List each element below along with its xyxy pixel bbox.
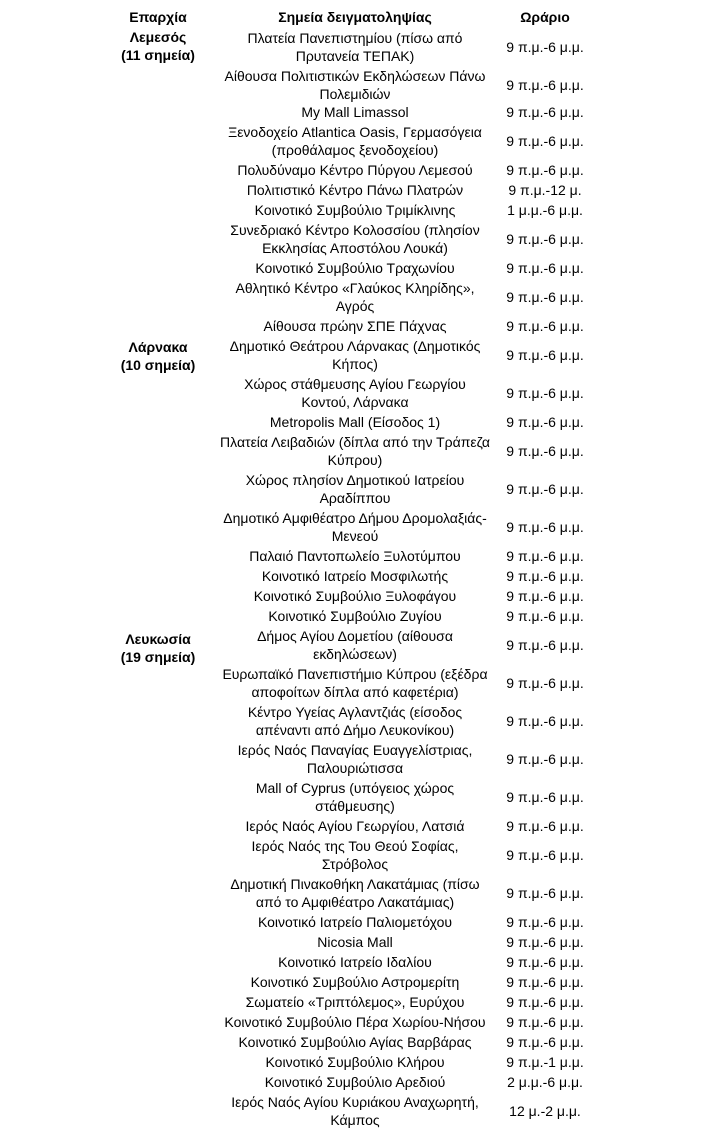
site-text-line: Κύπρου) xyxy=(327,452,383,468)
site-text-line: Αραδίππου xyxy=(319,490,391,506)
table-row-hours: 9 π.μ.-6 μ.μ. xyxy=(506,885,584,901)
table-row-site xyxy=(205,67,505,103)
table-row-site xyxy=(205,29,505,65)
table-row-site xyxy=(205,279,505,315)
table-row-hours: 9 π.μ.-12 μ. xyxy=(508,182,582,198)
site-text-line: Κοινοτικό Συμβούλιο Τριμίκλινης xyxy=(254,202,456,218)
site-text-line: (προθάλαμος ξενοδοχείου) xyxy=(271,142,439,158)
table-row-hours: 9 π.μ.-6 μ.μ. xyxy=(506,934,584,950)
site-text-line: Αθλητικό Κέντρο «Γλαύκος Κληρίδης», xyxy=(235,280,475,296)
table-row-site xyxy=(205,221,505,257)
table-row-hours: 9 π.μ.-6 μ.μ. xyxy=(506,347,584,363)
table-row-hours: 9 π.μ.-6 μ.μ. xyxy=(506,974,584,990)
site-text-line: Κοινοτικό Συμβούλιο Κλήρου xyxy=(265,1054,445,1070)
province-larnaca xyxy=(108,338,208,374)
table-row-hours: 9 π.μ.-6 μ.μ. xyxy=(506,289,584,305)
province-limassol xyxy=(108,28,208,64)
site-text-line: Πλατεία Λειβαδιών (δίπλα από την Τράπεζα xyxy=(220,434,490,450)
table-row-hours: 9 π.μ.-6 μ.μ. xyxy=(506,1034,584,1050)
table-row-site xyxy=(205,741,505,777)
table-row-site xyxy=(205,1073,505,1091)
table-row-hours: 9 π.μ.-6 μ.μ. xyxy=(506,789,584,805)
table-row-hours: 9 π.μ.-6 μ.μ. xyxy=(506,133,584,149)
site-text-line: Κάμπος xyxy=(330,1112,380,1128)
site-text-line: Κοινοτικό Συμβούλιο Ξυλοφάγου xyxy=(253,588,457,604)
site-text-line: Ξενοδοχείο Atlantica Oasis, Γερμασόγεια xyxy=(228,124,482,140)
table-row-hours: 9 π.μ.-6 μ.μ. xyxy=(506,162,584,178)
site-text-line: Ευρωπαϊκό Πανεπιστήμιο Κύπρου (εξέδρα xyxy=(222,666,488,682)
table-row-site xyxy=(205,181,505,199)
table-row-site xyxy=(205,779,505,815)
site-text-line: My Mall Limassol xyxy=(301,104,409,120)
table-row-site xyxy=(205,665,505,701)
table-row-hours: 9 π.μ.-6 μ.μ. xyxy=(506,751,584,767)
site-text-line: Nicosia Mall xyxy=(317,934,393,950)
site-text-line: Παλουριώτισσα xyxy=(306,760,404,776)
site-text-line: Χώρος πλησίον Δημοτικού Ιατρείου xyxy=(245,472,465,488)
table-row-hours: 9 π.μ.-6 μ.μ. xyxy=(506,318,584,334)
site-text-line: απέναντι από Δήμο Λευκονίκου) xyxy=(255,722,455,738)
table-row-hours: 9 π.μ.-6 μ.μ. xyxy=(506,260,584,276)
site-text-line: Δήμος Αγίου Δομετίου (αίθουσα xyxy=(257,628,453,644)
site-text-line: Σωματείο «Τριπτόλεμος», Ευρύχου xyxy=(245,994,465,1010)
table-row-hours: 9 π.μ.-6 μ.μ. xyxy=(506,231,584,247)
table-row-site xyxy=(205,201,505,219)
site-text-line: Ιερός Ναός Παναγίας Ευαγγελίστριας, xyxy=(237,742,473,758)
site-text-line: Κοινοτικό Συμβούλιο Αγίας Βαρβάρας xyxy=(238,1034,472,1050)
table-row-hours: 9 π.μ.-6 μ.μ. xyxy=(506,818,584,834)
site-text-line: Δημοτικό Αμφιθέατρο Δήμου Δρομολαξιάς- xyxy=(223,510,487,526)
table-row-hours: 9 π.μ.-6 μ.μ. xyxy=(506,1014,584,1030)
cut-off-row xyxy=(205,1130,505,1138)
site-text-line: Κοινοτικό Ιατρείο Παλιομετόχου xyxy=(257,914,453,930)
site-text-line: Κοινοτικό Συμβούλιο Τραχωνίου xyxy=(255,260,455,276)
table-row-site xyxy=(205,587,505,605)
table-row-hours: 12 μ.-2 μ.μ. xyxy=(509,1103,581,1119)
site-text-line: αποφοίτων δίπλα από καφετέρια) xyxy=(251,684,459,700)
table-row-site xyxy=(205,993,505,1011)
table-row-site xyxy=(205,317,505,335)
site-text-line: Κοινοτικό Ιατρείο Μοσφιλωτής xyxy=(261,568,449,584)
site-text-line: Mall of Cyprus (υπόγειος χώρος xyxy=(255,780,455,796)
table-row-hours: 1 μ.μ.-6 μ.μ. xyxy=(507,202,583,218)
site-text-line: Ιερός Ναός της Του Θεού Σοφίας, xyxy=(251,838,459,854)
site-text-line: Μενεού xyxy=(331,528,379,544)
table-row-hours: 9 π.μ.-6 μ.μ. xyxy=(506,994,584,1010)
site-text-line: Παλαιό Παντοπωλείο Ξυλοτύμπου xyxy=(249,548,461,564)
site-text-line: Συνεδριακό Κέντρο Κολοσσίου (πλησίον xyxy=(230,222,480,238)
table-row-site xyxy=(205,161,505,179)
table-row-site xyxy=(205,1093,505,1129)
table-row-site xyxy=(205,1053,505,1071)
table-row-hours: 9 π.μ.-6 μ.μ. xyxy=(506,414,584,430)
table-row-site xyxy=(205,567,505,585)
table-row-site xyxy=(205,703,505,739)
province-column-header: Επαρχία xyxy=(129,9,187,25)
site-text-line: Κέντρο Υγείας Αγλαντζιάς (είσοδος xyxy=(247,704,463,720)
site-text-line: Πρυτανεία ΤΕΠΑΚ) xyxy=(295,48,415,64)
table-row-hours: 9 π.μ.-6 μ.μ. xyxy=(506,548,584,564)
table-row-hours: 9 π.μ.-6 μ.μ. xyxy=(506,481,584,497)
table-row-hours: 9 π.μ.-6 μ.μ. xyxy=(506,519,584,535)
province-nicosia xyxy=(108,630,208,666)
site-text-line: Στρόβολος xyxy=(321,856,389,872)
table-row-hours: 9 π.μ.-6 μ.μ. xyxy=(506,104,584,120)
table-row-site xyxy=(205,627,505,663)
site-text-line: Κοντού, Λάρνακα xyxy=(301,394,409,410)
table-row-site xyxy=(205,1013,505,1031)
site-text-line: στάθμευσης) xyxy=(315,798,395,814)
hours-column-header: Ωράριο xyxy=(520,9,570,25)
site-text-line: Κοινοτικό Συμβούλιο Ζυγίου xyxy=(268,608,442,624)
table-row-site xyxy=(205,875,505,911)
table-row-hours: 9 π.μ.-6 μ.μ. xyxy=(506,847,584,863)
table-row-site xyxy=(205,973,505,991)
province-name: Λευκωσία xyxy=(125,631,191,647)
table-row-hours: 9 π.μ.-6 μ.μ. xyxy=(506,608,584,624)
table-row-hours: 9 π.μ.-6 μ.μ. xyxy=(506,39,584,55)
table-row-hours: 9 π.μ.-6 μ.μ. xyxy=(506,568,584,584)
site-text-line: Αγρός xyxy=(335,298,375,314)
site-text-line: Δημοτική Πινακοθήκη Λακατάμιας (πίσω xyxy=(230,876,480,892)
province-count: (10 σημεία) xyxy=(120,357,196,373)
table-row-site xyxy=(205,933,505,951)
site-text-line: Ιερός Ναός Αγίου Κυριάκου Αναχωρητή, xyxy=(231,1094,479,1110)
site-text-line: Κήπος) xyxy=(332,356,378,372)
table-row-site xyxy=(205,837,505,873)
province-count: (19 σημεία) xyxy=(120,649,196,665)
sites-column-header: Σημεία δειγματοληψίας xyxy=(278,9,432,25)
site-text-line: Κοινοτικό Συμβούλιο Αστρομερίτη xyxy=(250,974,460,990)
site-text-line: Πολεμιδιών xyxy=(319,86,391,102)
table-row-hours: 9 π.μ.-1 μ.μ. xyxy=(506,1054,584,1070)
table-row-hours: 9 π.μ.-6 μ.μ. xyxy=(506,954,584,970)
province-count: (11 σημεία) xyxy=(121,47,195,63)
table-row-hours: 9 π.μ.-6 μ.μ. xyxy=(506,675,584,691)
table-row-hours: 9 π.μ.-6 μ.μ. xyxy=(506,77,584,93)
site-text-line: Κοινοτικό Συμβούλιο Αρεδιού xyxy=(264,1074,446,1090)
table-row-hours: 9 π.μ.-6 μ.μ. xyxy=(506,914,584,930)
site-text-line: Αίθουσα πρώην ΣΠΕ Πάχνας xyxy=(263,318,447,334)
site-text-line: Κοινοτικό Ιατρείο Ιδαλίου xyxy=(278,954,432,970)
table-row-hours: 2 μ.μ.-6 μ.μ. xyxy=(507,1074,583,1090)
table-row-site xyxy=(205,509,505,545)
table-row-site xyxy=(205,471,505,507)
table-row-site xyxy=(205,123,505,159)
site-text-line: Εκκλησίας Αποστόλου Λουκά) xyxy=(262,240,448,256)
site-text-line: Πλατεία Πανεπιστημίου (πίσω από xyxy=(247,30,463,46)
site-text-line: Κοινοτικό Συμβούλιο Πέρα Χωρίου-Νήσου xyxy=(224,1014,486,1030)
table-row-site xyxy=(205,1033,505,1051)
table-row-hours: 9 π.μ.-6 μ.μ. xyxy=(506,713,584,729)
site-text-line: Αίθουσα Πολιτιστικών Εκδηλώσεων Πάνω xyxy=(224,68,486,84)
table-row-site xyxy=(205,953,505,971)
table-row-site xyxy=(205,433,505,469)
table-row-site xyxy=(205,913,505,931)
site-text-line: Ιερός Ναός Αγίου Γεωργίου, Λατσιά xyxy=(245,818,465,834)
site-text-line: εκδηλώσεων) xyxy=(313,646,397,662)
table-row-site xyxy=(205,413,505,431)
table-row-site xyxy=(205,817,505,835)
table-row-hours: 9 π.μ.-6 μ.μ. xyxy=(506,637,584,653)
table-row-hours: 9 π.μ.-6 μ.μ. xyxy=(506,443,584,459)
table-row-site xyxy=(205,547,505,565)
table-row-site xyxy=(205,607,505,625)
province-name: Λεμεσός xyxy=(129,29,187,45)
table-row-site xyxy=(205,103,505,121)
site-text-line: Metropolis Mall (Είσοδος 1) xyxy=(269,414,441,430)
site-text-line: Πολιτιστικό Κέντρο Πάνω Πλατρών xyxy=(246,182,464,198)
site-text-line: Πολυδύναμο Κέντρο Πύργου Λεμεσού xyxy=(237,162,473,178)
table-row-hours: 9 π.μ.-6 μ.μ. xyxy=(506,385,584,401)
site-text-line: από το Αμφιθέατρο Λακατάμιας) xyxy=(255,894,455,910)
table-row-site xyxy=(205,337,505,373)
site-text-line: Χώρος στάθμευσης Αγίου Γεωργίου xyxy=(244,376,466,392)
table-row-site xyxy=(205,375,505,411)
province-name: Λάρνακα xyxy=(128,339,188,355)
table-row-site xyxy=(205,259,505,277)
site-text-line: Δημοτικό Θεάτρου Λάρνακας (Δημοτικός xyxy=(229,338,481,354)
table-row-hours: 9 π.μ.-6 μ.μ. xyxy=(506,588,584,604)
